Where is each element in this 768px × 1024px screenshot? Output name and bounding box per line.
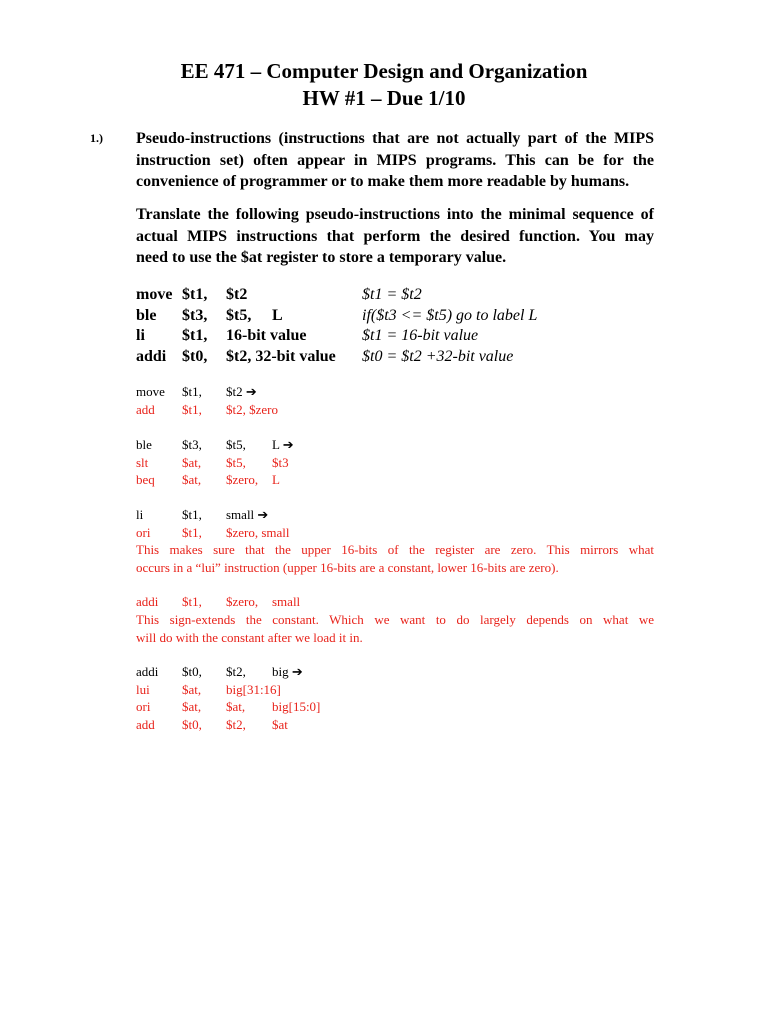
note-line: This sign-extends the constant. Which we want to do largely depends on what we — [136, 612, 654, 627]
note-line: This makes sure that the upper 16-bits of the register are zero. This mirrors what — [136, 542, 654, 557]
note-line: occurs in a “lui” instruction (upper 16-bits are a constant, lower 16-bits are zero). — [136, 559, 559, 575]
pseudo-op: move — [136, 286, 173, 303]
answer-ble-block — [136, 436, 656, 489]
addi-explanation-note — [136, 611, 654, 646]
code-arg: $t2, — [226, 664, 246, 679]
li-explanation-note — [136, 541, 654, 576]
code-arg: small ➔ — [226, 507, 269, 522]
answer-move-block — [136, 383, 656, 418]
pseudo-row-ble — [136, 306, 656, 327]
code-arg: $t2, — [226, 716, 246, 732]
code-arg: $zero, small — [226, 524, 290, 540]
code-arg: $t2 ➔ — [226, 384, 257, 399]
code-line — [136, 436, 656, 454]
code-arg: $zero, — [226, 472, 259, 487]
code-arg: $t1, — [182, 384, 202, 399]
code-arg: $at, — [226, 699, 246, 714]
intro-line: convenience of programmer or to make them more readable by humans. — [136, 173, 630, 190]
pseudo-op: addi — [136, 347, 167, 365]
code-line — [136, 663, 656, 681]
code-arg: $t1, — [182, 507, 202, 522]
code-arg: big[15:0] — [272, 699, 321, 714]
intro-line: Pseudo-instructions (instructions that are not actually part of the MIPS — [136, 130, 654, 147]
instructions-line: actual MIPS instructions that perform the desired function. You may — [136, 227, 654, 245]
code-line-answer — [136, 593, 656, 611]
code-arg: $t0, — [182, 716, 202, 732]
intro-line: instruction set) often appear in MIPS programs. This can be for the — [136, 151, 654, 169]
code-op: ble — [136, 437, 152, 452]
pseudo-arg: $t3, — [182, 306, 208, 324]
code-line — [136, 506, 656, 524]
pseudo-arg: $t1, — [182, 327, 208, 344]
code-line-answer — [136, 681, 656, 699]
code-op: beq — [136, 472, 155, 487]
code-arg: $t1, — [182, 524, 202, 540]
page-title: EE 471 – Computer Design and Organization — [180, 59, 588, 83]
code-op: addi — [136, 594, 159, 609]
code-op: ori — [136, 524, 151, 540]
code-op: li — [136, 507, 144, 522]
code-arg: $t1, — [182, 401, 202, 417]
instructions-paragraph — [136, 204, 654, 269]
pseudo-description: if($t3 <= $t5) go to label L — [362, 306, 538, 324]
code-arg: $at, — [182, 699, 202, 714]
answer-addi-small-block — [136, 593, 656, 611]
intro-paragraph — [136, 128, 654, 193]
code-op: add — [136, 401, 155, 417]
code-op: move — [136, 384, 165, 399]
instructions-line: need to use the $at register to store a temporary value. — [136, 249, 507, 266]
pseudo-arg: L — [272, 306, 283, 324]
code-op: ori — [136, 699, 151, 714]
code-line-answer — [136, 471, 656, 489]
code-arg: $t5, — [226, 437, 246, 452]
pseudo-arg: $t2, 32-bit value — [226, 347, 336, 365]
code-arg: $t3, — [182, 437, 202, 452]
code-op: addi — [136, 664, 159, 679]
code-op: add — [136, 716, 155, 732]
code-arg: $at, — [182, 472, 202, 487]
pseudo-op: ble — [136, 306, 157, 324]
code-arg: $t3 — [272, 454, 289, 470]
pseudo-description: $t0 = $t2 +32-bit value — [362, 347, 514, 365]
code-op: slt — [136, 454, 149, 470]
pseudo-row-addi — [136, 347, 656, 368]
code-op: lui — [136, 681, 150, 697]
code-arg: L ➔ — [272, 437, 294, 452]
pseudo-arg: 16-bit value — [226, 327, 307, 344]
code-arg: $zero, — [226, 594, 259, 609]
question-number: 1.) — [90, 131, 103, 145]
code-line-answer — [136, 524, 656, 542]
code-arg: $t0, — [182, 664, 202, 679]
code-arg: $t1, — [182, 594, 202, 609]
pseudo-arg: $t1, — [182, 286, 208, 303]
code-arg: $t2, $zero — [226, 401, 278, 417]
pseudo-description: $t1 = $t2 — [362, 286, 422, 303]
pseudo-row-move — [136, 285, 656, 306]
code-arg: $t5, — [226, 454, 246, 470]
pseudo-arg: $t2 — [226, 286, 248, 303]
code-line — [136, 383, 656, 401]
page-subtitle: HW #1 – Due 1/10 — [302, 86, 466, 110]
instructions-line: Translate the following pseudo-instructions into the minimal sequence of — [136, 206, 654, 223]
pseudo-arg: $t0, — [182, 347, 208, 365]
answer-li-block — [136, 506, 656, 541]
code-arg: $at, — [182, 454, 202, 470]
pseudo-arg: $t5, — [226, 306, 252, 324]
code-arg: small — [272, 594, 301, 609]
code-line-answer — [136, 698, 656, 716]
answer-addi-big-block — [136, 663, 656, 733]
code-line-answer — [136, 716, 656, 734]
code-arg: big ➔ — [272, 664, 303, 679]
pseudo-instruction-table — [136, 285, 656, 367]
code-arg: $at — [272, 716, 288, 732]
code-arg: big[31:16] — [226, 681, 281, 697]
note-line: will do with the constant after we load it in. — [136, 629, 363, 645]
pseudo-description: $t1 = 16-bit value — [362, 327, 479, 344]
code-arg: L — [272, 472, 280, 487]
code-line-answer — [136, 401, 656, 419]
code-line-answer — [136, 454, 656, 472]
pseudo-row-li — [136, 326, 656, 347]
pseudo-op: li — [136, 327, 145, 344]
code-arg: $at, — [182, 681, 202, 697]
